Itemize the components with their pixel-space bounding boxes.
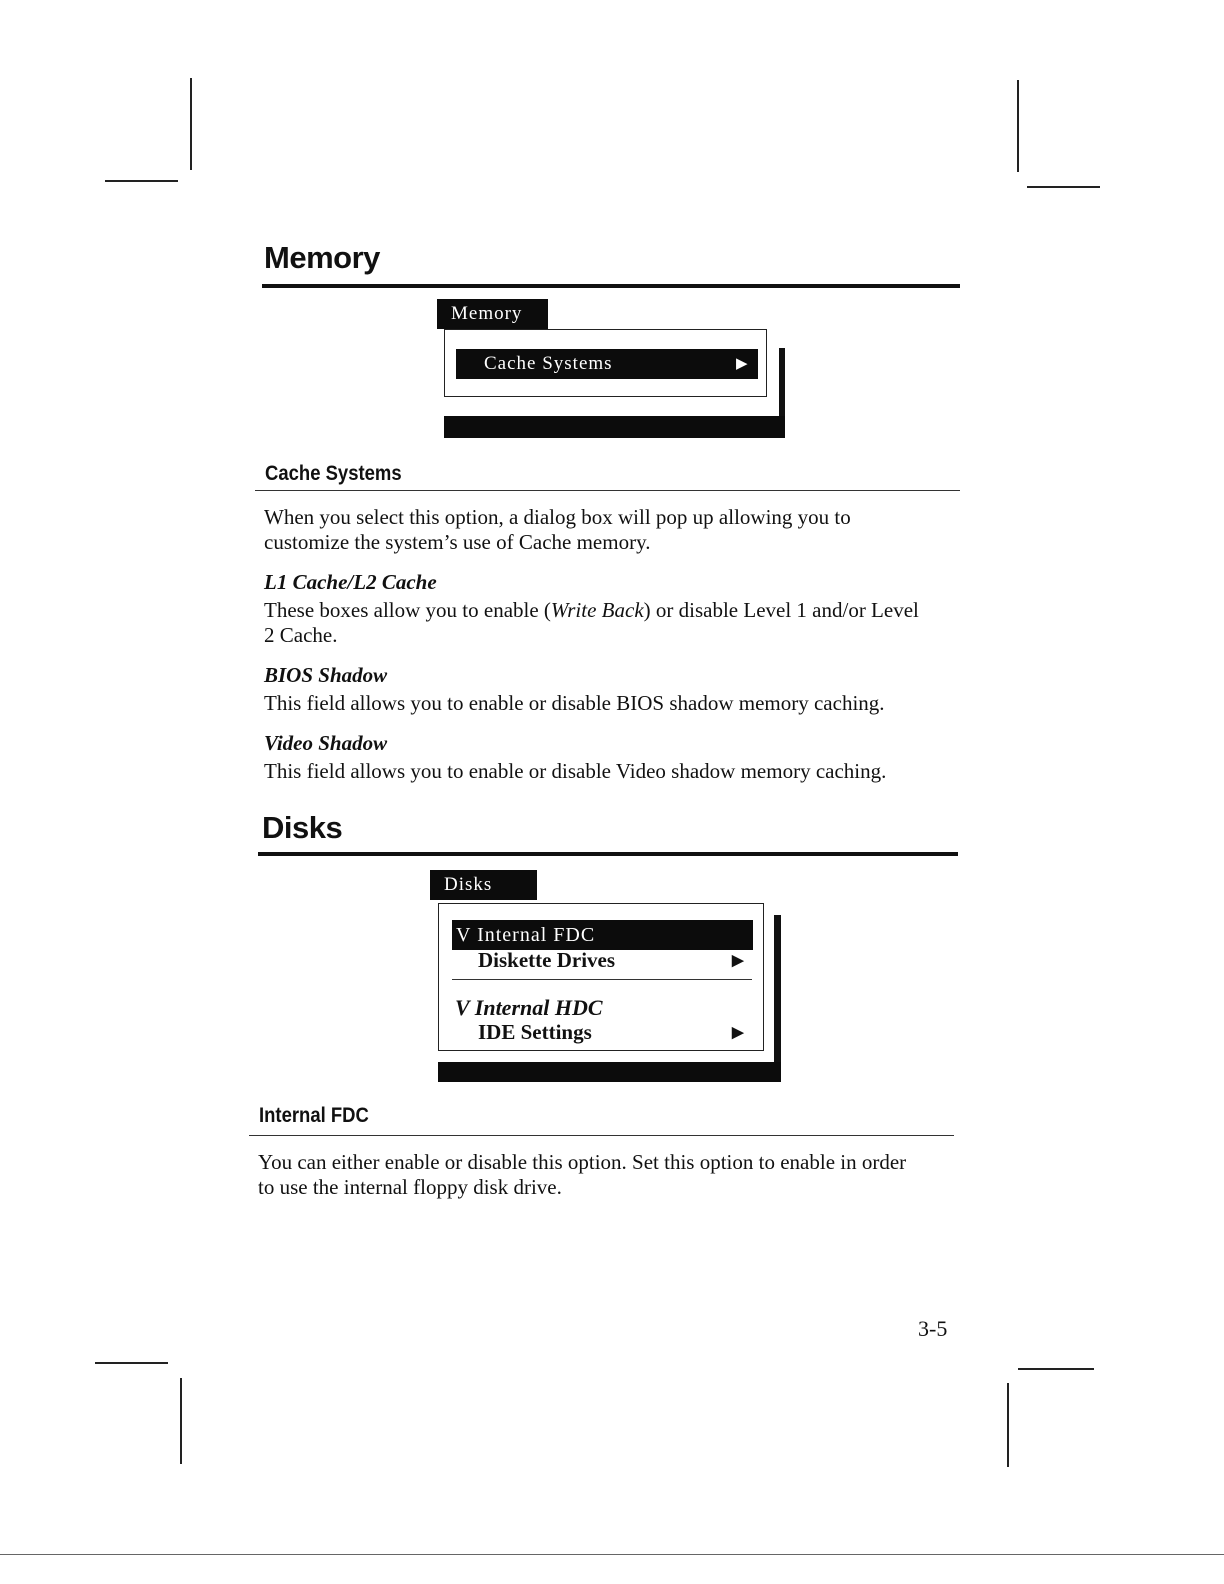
menu-item-label: Diskette Drives (478, 948, 616, 972)
submenu-arrow-icon: ▶ (736, 356, 749, 372)
section-heading-memory: Memory (264, 240, 380, 275)
paragraph-line: You can either enable or disable this option. Set this option to enable in order (258, 1150, 907, 1174)
menu-shadow (438, 1062, 781, 1082)
paragraph-line: When you select this option, a dialog box will pop up allowing you to (264, 505, 851, 529)
text-span: ) or disable Level 1 and/or Level (643, 598, 919, 622)
submenu-arrow-icon: ▶ (732, 1025, 744, 1041)
menu-item-cache-systems (456, 349, 758, 379)
crop-mark (105, 180, 178, 182)
paragraph-internal-fdc (258, 1150, 978, 1200)
paragraph-cache-intro (264, 505, 964, 555)
menu-title: Disks (430, 870, 537, 900)
crop-mark (95, 1362, 168, 1364)
text-span: These boxes allow you to enable ( (264, 598, 551, 622)
crop-mark (1017, 80, 1019, 172)
item-title-l1-l2-cache: L1 Cache/L2 Cache (264, 570, 437, 594)
crop-mark (180, 1378, 182, 1464)
item-title-bios-shadow: BIOS Shadow (264, 663, 388, 687)
paragraph-l1-l2-cache (264, 598, 984, 648)
subheading-internal-fdc: Internal FDC (259, 1104, 369, 1127)
page-number: 3-5 (918, 1316, 948, 1341)
paragraph-video-shadow: This field allows you to enable or disable Video shadow memory caching. (264, 759, 887, 783)
page-bottom-edge (0, 1554, 1224, 1555)
section-heading-disks: Disks (262, 810, 343, 845)
menu-item-label: IDE Settings (478, 1020, 592, 1044)
menu-item-diskette-drives (478, 948, 748, 974)
crop-mark (190, 78, 192, 170)
paragraph-line: customize the system’s use of Cache memory. (264, 530, 651, 554)
menu-shadow (444, 416, 785, 438)
menu-item-ide-settings (478, 1020, 748, 1046)
menu-separator (452, 979, 752, 980)
menu-item-internal-hdc (455, 995, 603, 1021)
section-rule (262, 284, 960, 288)
item-title-video-shadow: Video Shadow (264, 731, 388, 755)
menu-item-internal-fdc: V Internal FDC (452, 920, 753, 950)
subheading-cache-systems: Cache Systems (265, 462, 402, 485)
menu-item-label: V Internal HDC (455, 995, 603, 1020)
section-rule (258, 852, 958, 856)
paragraph-line: to use the internal floppy disk drive. (258, 1175, 562, 1199)
emphasis-text: Write Back (550, 598, 644, 622)
paragraph-bios-shadow: This field allows you to enable or disable BIOS shadow memory caching. (264, 691, 885, 715)
subheading-rule (255, 490, 960, 491)
menu-item-label: Cache Systems (484, 353, 613, 374)
crop-mark (1018, 1368, 1094, 1370)
menu-shadow (774, 915, 781, 1081)
submenu-arrow-icon: ▶ (732, 953, 744, 969)
paragraph-line (264, 598, 984, 623)
subheading-rule (249, 1135, 954, 1136)
crop-mark (1027, 186, 1100, 188)
crop-mark (1007, 1383, 1009, 1467)
menu-title: Memory (437, 299, 548, 329)
paragraph-line: 2 Cache. (264, 623, 338, 647)
